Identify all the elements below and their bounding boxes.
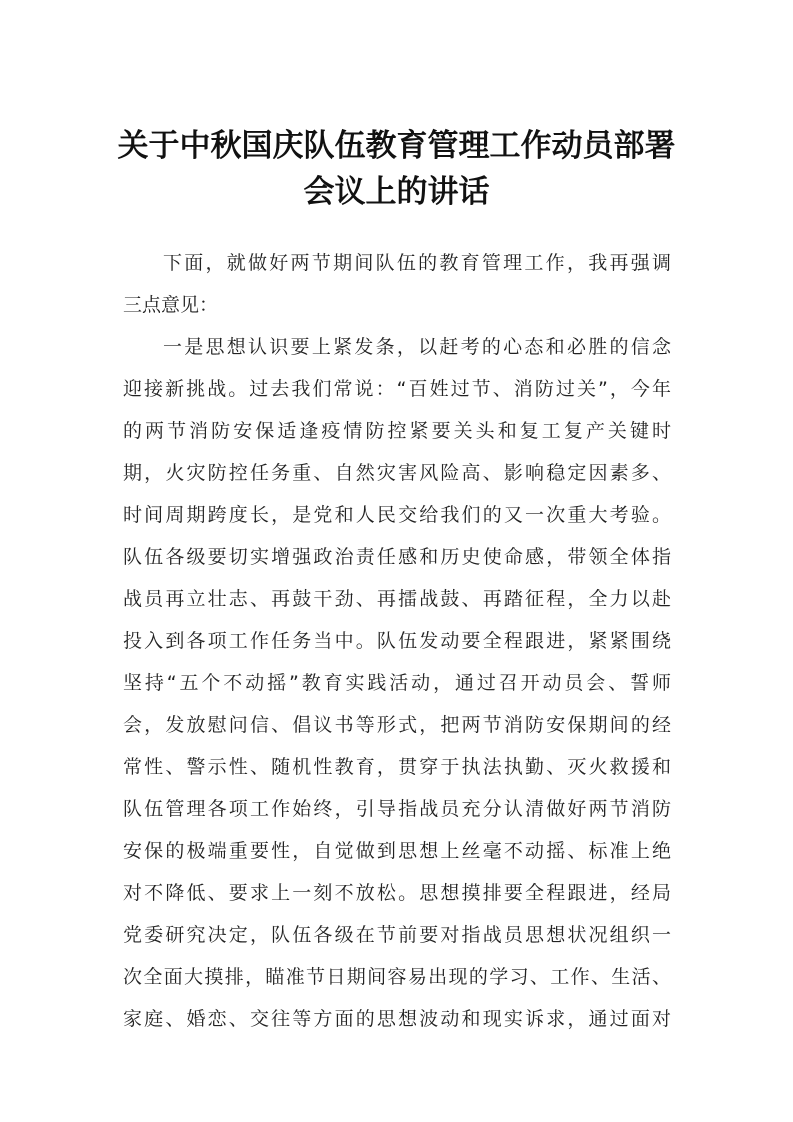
body-line: 队伍管理各项工作始终，引导指战员充分认清做好两节消防 [123,798,671,820]
body-line: 安保的极端重要性，自觉做到思想上丝毫不动摇、标准上绝 [123,840,671,862]
body-line: 党委研究决定，队伍各级在节前要对指战员思想状况组织一 [123,924,671,946]
body-line: 一是思想认识要上紧发条，以赶考的心态和必胜的信念 [163,336,671,358]
body-line: 投入到各项工作任务当中。队伍发动要全程跟进，紧紧围绕 [123,630,671,652]
body-line: 的两节消防安保适逢疫情防控紧要关头和复工复产关键时 [123,420,671,442]
body-line: 家庭、婚恋、交往等方面的思想波动和现实诉求，通过面对 [123,1008,671,1030]
body-line: 三点意见： [123,294,219,316]
body-line: 坚持“五个不动摇”教育实践活动，通过召开动员会、誓师 [123,672,671,694]
body-line: 会，发放慰问信、倡议书等形式，把两节消防安保期间的经 [123,714,671,736]
document-title-line-1: 关于中秋国庆队伍教育管理工作动员部署 [117,128,676,164]
body-line: 战员再立壮志、再鼓干劲、再擂战鼓、再踏征程，全力以赴 [123,588,671,610]
body-line: 下面，就做好两节期间队伍的教育管理工作，我再强调 [163,252,671,274]
document-title-line-2: 会议上的讲话 [303,174,490,210]
body-line: 队伍各级要切实增强政治责任感和历史使命感，带领全体指 [123,546,671,568]
body-line: 对不降低、要求上一刻不放松。思想摸排要全程跟进，经局 [123,882,671,904]
body-line: 时间周期跨度长，是党和人民交给我们的又一次重大考验。 [123,504,671,526]
body-line: 常性、警示性、随机性教育，贯穿于执法执勤、灭火救援和 [123,756,671,778]
body-line: 次全面大摸排，瞄准节日期间容易出现的学习、工作、生活、 [123,966,671,988]
body-line: 迎接新挑战。过去我们常说：“百姓过节、消防过关”，今年 [123,378,671,400]
body-line: 期，火灾防控任务重、自然灾害风险高、影响稳定因素多、 [123,462,671,484]
